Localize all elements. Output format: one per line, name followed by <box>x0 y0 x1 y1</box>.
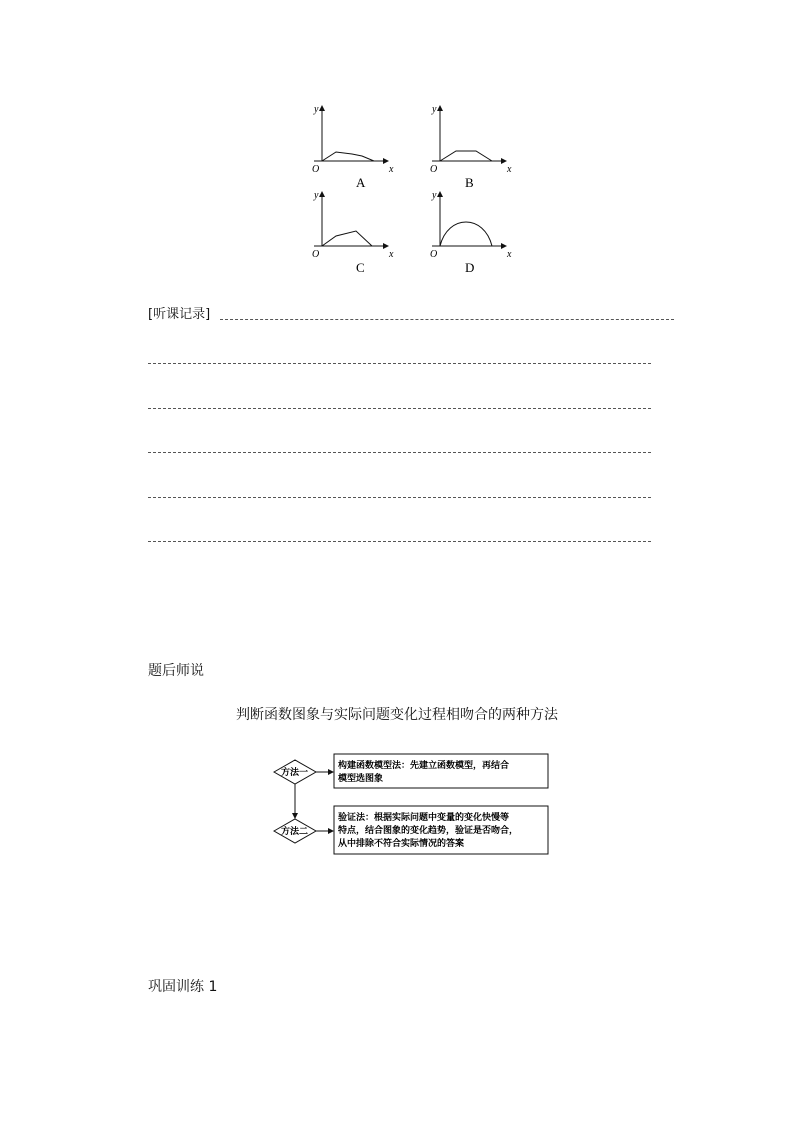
note-line-2[interactable] <box>148 363 651 364</box>
graph-b-curve <box>440 151 492 161</box>
method1-label: 方法一 <box>281 768 309 778</box>
graph-d-y-label: y <box>432 190 437 201</box>
graph-d <box>430 190 512 275</box>
graph-b-caption: B <box>465 175 474 190</box>
graph-d-origin: O <box>430 249 438 260</box>
graph-d-caption: D <box>465 260 475 275</box>
graph-c-y-label: y <box>314 190 319 201</box>
method1-text-line2: 模型选图象 <box>338 774 384 784</box>
method1-text-line1: 构建函数模型法：先建立函数模型，再结合 <box>338 761 510 771</box>
graph-b-origin: O <box>430 164 438 175</box>
method2-text-line2: 特点，结合图象的变化趋势，验证是否吻合， <box>338 826 519 836</box>
graph-b-y-label: y <box>432 104 437 115</box>
graph-d-curve <box>440 222 492 246</box>
graph-d-x-label: x <box>507 249 512 260</box>
graph-c-caption: C <box>356 260 365 275</box>
note-line-4[interactable] <box>148 452 651 453</box>
section-title: 题后师说 <box>148 663 204 679</box>
graph-c-curve <box>322 231 372 246</box>
graph-c-origin: O <box>312 249 320 260</box>
note-line-1[interactable] <box>220 319 674 320</box>
answer-graphs <box>300 100 530 280</box>
graph-b <box>430 104 512 190</box>
graph-a-caption: A <box>356 175 366 190</box>
graph-b-x-label: x <box>507 164 512 175</box>
method2-label: 方法二 <box>281 827 309 837</box>
graph-a <box>312 104 394 190</box>
method-flowchart <box>268 748 558 860</box>
record-label: [听课记录] <box>148 307 211 322</box>
note-line-3[interactable] <box>148 408 651 409</box>
note-line-5[interactable] <box>148 497 651 498</box>
graph-a-curve <box>322 152 374 161</box>
training-title: 巩固训练 1 <box>148 979 218 995</box>
method-title: 判断函数图象与实际问题变化过程相吻合的两种方法 <box>236 707 558 723</box>
method2-text-line1: 验证法：根据实际问题中变量的变化快慢等 <box>338 813 510 823</box>
graph-a-origin: O <box>312 164 320 175</box>
graph-a-y-label: y <box>314 104 319 115</box>
method2-text-line3: 从中排除不符合实际情况的答案 <box>338 839 465 849</box>
graph-c-x-label: x <box>389 249 394 260</box>
note-line-6[interactable] <box>148 541 651 542</box>
graph-a-x-label: x <box>389 164 394 175</box>
graph-c <box>312 190 394 275</box>
